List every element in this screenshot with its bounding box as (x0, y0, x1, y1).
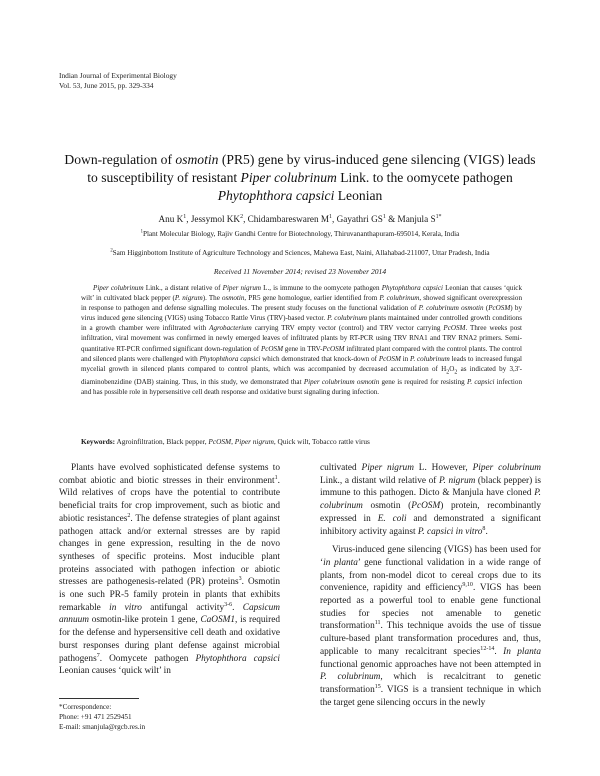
received-dates: Received 11 November 2014; revised 23 November 2014 (213, 267, 387, 276)
abstract-italic: osmotin (221, 294, 245, 303)
abstract-italic: PcOSM (322, 344, 345, 353)
body-text: . Wild relatives of crops have the potential to contribute beneficial traits for crop improvement, such as biotic and abiotic resistances (59, 475, 280, 524)
abstract-text: Leonian that causes ‘quick wilt’ in cultivated black pepper ( (81, 284, 523, 303)
keywords-italic: Piper nigrum (234, 437, 274, 446)
abstract-text: infection and has possible role in hypersensitive cell death response and oxidative burst signaling during infection. (81, 378, 522, 397)
citation-ref: 15 (374, 683, 381, 690)
intro-paragraph-1-continued (320, 462, 541, 538)
citation-ref: 3-6 (224, 601, 233, 608)
body-italic: Piper colubrinum (472, 463, 541, 473)
body-text: . VIGS is a transient technique in which the target gene silencing occurs in the newly (320, 684, 541, 708)
correspondence-footnote (59, 702, 279, 732)
abstract-italic: Piper colubrinum osmotin (303, 378, 380, 387)
body-text: Leonian causes ‘quick wilt’ in (59, 666, 171, 677)
footnote-divider (59, 698, 139, 699)
abstract-italic: Piper colubrinum (93, 284, 144, 292)
citation-ref: 11 (374, 620, 381, 627)
body-text: . Oomycete pathogen (99, 653, 196, 664)
abstract-text: carrying TRV empty vector (control) and TRV vector carrying (251, 324, 444, 333)
body-italic: P. colubrinum (320, 488, 541, 512)
abstract-text: plants maintained under controlled growth conditions in a growth chamber were infiltrated with (81, 314, 522, 333)
abstract-text: Link., a distant relative of (143, 284, 223, 292)
title-text: (PR5) gene by virus-induced gene silencing (VIGS) leads to susceptibility of resistant (87, 152, 536, 185)
abstract-text: infiltrated plant compared with the control plants. The control and silenced plants were challenged with (81, 344, 522, 363)
abstract-italic: Phytophthora capsici (199, 354, 261, 363)
keywords-text: , Quick wilt, Tobacco rattle virus (273, 437, 370, 446)
affil-mark: 1 (140, 229, 143, 235)
title-species: Piper colubrinum (240, 170, 337, 185)
intro-paragraph-2 (320, 544, 541, 709)
keywords-label: Keywords: (81, 437, 116, 446)
body-italic: In planta (503, 646, 541, 657)
body-text: ) protein, recombinantly expressed in (320, 501, 541, 524)
author-name: Anu K (158, 214, 184, 224)
body-text: osmotin-like protein 1 gene, (88, 615, 201, 626)
author-affil-mark: 1 (329, 213, 333, 220)
citation-ref: 9,10 (462, 582, 473, 589)
body-left-column (59, 462, 280, 684)
body-text: . (232, 602, 243, 613)
citation-ref: 12-14 (480, 645, 495, 652)
body-text: ’ gene functional validation in a wide range of plants, from non-model dicot to cereal crops due to its convenience, rapidity and efficiency (320, 557, 541, 594)
keywords-text: , (231, 437, 235, 446)
abstract-italic: PcOSM (378, 354, 401, 363)
citation-ref: 1 (274, 474, 278, 481)
abstract-text: which demonstrated that knock-down of (260, 354, 379, 363)
body-italic: P. nigrum (439, 475, 476, 486)
keywords (81, 437, 522, 447)
abstract-italic: P. nigrum (174, 294, 203, 303)
author-list (60, 213, 540, 225)
correspondence-email[interactable]: E-mail: smanjula@rgcb.res.in (59, 723, 146, 731)
abstract-text: gene in TRV- (283, 344, 323, 353)
abstract-text: O (449, 364, 455, 373)
body-italic: Capsicum annuum (59, 602, 280, 626)
author-name: & Manjula S (385, 214, 436, 224)
body-text: cultivated (320, 463, 362, 473)
body-text: Virus-induced gene silencing (VIGS) has been used for ‘ (320, 545, 541, 568)
title-gene: osmotin (175, 152, 219, 167)
body-text: Link., a distant wild relative of (320, 475, 440, 486)
author-name: , Chidambareswaren M (243, 214, 330, 224)
title-pathogen: Phytophthora capsici (217, 188, 335, 203)
abstract-text: ( (483, 304, 489, 313)
abstract-italic: P. colubrinum osmotin (418, 304, 484, 313)
intro-paragraph-1 (59, 462, 280, 678)
correspondence-label: *Correspondence: (59, 703, 112, 711)
body-text: . This technique avoids the use of tissue culture-based plant transformation procedures and, thus, applicable to many recalcitrant species (320, 621, 541, 657)
body-text: . (485, 526, 488, 537)
author-name: , Jessymol KK (186, 214, 241, 224)
body-right-column (320, 462, 541, 715)
title-text: Link. to the oomycete pathogen (336, 170, 513, 185)
corresponding-star: * (438, 213, 442, 220)
abstract-italic: PcOSM (443, 324, 466, 333)
journal-volume: Vol. 53, June 2015, pp. 329-334 (59, 81, 154, 90)
body-italic: E. coli (377, 513, 407, 524)
body-italic: PcOSM (411, 501, 441, 512)
abstract-italic: PcOSM (488, 304, 511, 313)
body-italic: in vitro (109, 602, 142, 613)
correspondence-phone: Phone: +91 471 2529451 (59, 713, 132, 721)
title-text: Leonian (334, 188, 383, 203)
journal-header (59, 71, 177, 91)
body-text: . (494, 646, 504, 657)
body-text: , which is recalcitrant to genetic transformation (320, 672, 541, 695)
body-italic: P. capsici in vitro (417, 526, 483, 537)
abstract (81, 283, 522, 397)
body-text: . VIGS has been reported as a powerful tool to enable gene functional studies for species not amenable to genetic transformation (320, 583, 542, 632)
abstract-subscript: 2 (454, 369, 458, 376)
abstract-italic: Phytophthora capsici (381, 284, 443, 292)
abstract-text: L., is immune to the oomycete pathogen (261, 284, 382, 292)
body-italic: in planta (323, 557, 358, 568)
title-text: Down-regulation of (64, 152, 176, 167)
body-text: functional genomic approaches have not been attempted in (320, 659, 541, 670)
abstract-text: , PR5 gene homologue, earlier identified from (244, 294, 380, 303)
keywords-italic: PcOSM (208, 437, 232, 446)
body-text: , is required for the defense and hypersensitive cell death and oxidative burst responses during plant defense against microbial pathogens (59, 615, 280, 664)
affiliation-1 (60, 229, 540, 239)
body-text: osmotin ( (362, 501, 412, 512)
affil-text: Plant Molecular Biology, Rajiv Gandhi Centre for Biotechnology, Thiruvananthapuram-695014, Kerala, India (143, 230, 460, 238)
abstract-italic: P. colubrinum (379, 294, 420, 303)
affiliation-2 (40, 248, 560, 258)
body-text: Plants have evolved sophisticated defense systems to combat abiotic and biotic stresses in their environment (59, 463, 280, 486)
author-name: , Gayathri GS (332, 214, 383, 224)
article-title (60, 151, 540, 205)
body-text: and demonstrated a significant inhibitory activity against (320, 513, 541, 537)
abstract-italic: P. colubrinum (410, 354, 450, 363)
affil-text: Sam Higginbottom Institute of Agriculture Technology and Sciences, Mahewa East, Naini, Allahabad-211007, Uttar Pradesh, India (112, 249, 490, 257)
author-affil-mark: 1 (183, 213, 187, 220)
abstract-text: . Three weeks post infiltration, viral movement was confirmed in newly emerged leaves of infiltrated plants by RT-PCR using TRV RNA1 and TRV RNA2 primers. Semi-quantitative RT-PCR confirmed significant down-regulation of (81, 324, 522, 353)
body-text: antifungal activity (141, 602, 225, 613)
affil-mark: 2 (110, 248, 113, 254)
abstract-text: , showed significant overexpression in response to pathogen and defense signalling molecules. The present study focuses on the functional validation of (81, 294, 522, 313)
affil-number: 1 (435, 213, 439, 220)
body-text: L. However, (413, 463, 473, 473)
abstract-text: ) by virus induced gene silencing (VIGS) using Tobacco Rattle Virus (TRV)-based vector. (81, 304, 522, 323)
abstract-text: ). The (202, 294, 222, 303)
abstract-text: as indicated by 3,3'-diaminobenzidine (DAB) staining. Thus, in this study, we demonstrated that (81, 364, 522, 387)
abstract-subscript: 2 (446, 369, 450, 376)
body-text: . Osmotin is one such PR-5 family protein in plants that exhibits remarkable (59, 577, 280, 613)
body-text: (black pepper) is immune to this pathogen. Dicto & Manjula have cloned (320, 475, 542, 499)
abstract-italic: PcOSM (260, 344, 283, 353)
author-affil-mark: 2 (240, 213, 244, 220)
body-italic: Piper nigrum (361, 463, 414, 473)
abstract-italic: P. colubrinum (327, 314, 368, 323)
author-affil-mark: 1 (382, 213, 386, 220)
body-italic: P. colubrinum (320, 672, 381, 683)
citation-ref: 3 (238, 576, 242, 583)
abstract-italic: P. capsici (466, 378, 495, 387)
body-italic: Phytophthora capsici (195, 653, 280, 664)
abstract-text: leads to increased fungal mycelial growth in silenced plants compared to control plants, which was accompanied by decreased accumulation of H (81, 354, 523, 373)
abstract-italic: Agrobacterium (209, 324, 252, 333)
abstract-text: in (400, 354, 411, 363)
author-affil-mark (436, 214, 442, 220)
keywords-text: Agroinfiltration, Black pepper, (115, 437, 209, 446)
citation-ref: 7 (96, 652, 100, 659)
body-text: . The defense strategies of plant against pathogen attack and/or external stresses are by rapid changes in gene expression, resulting in the de novo syntheses of specific proteins. Most inducible plant proteins associated with pathogen infection or abiotic stresses are pathogenesis-related (PR) proteins (59, 513, 280, 588)
citation-ref: 8 (482, 525, 486, 532)
abstract-text: gene is required for resisting (379, 378, 467, 387)
citation-ref: 2 (127, 512, 131, 519)
journal-name: Indian Journal of Experimental Biology (59, 71, 177, 80)
abstract-italic: Piper nigrum (222, 284, 261, 292)
body-italic: CaOSM1 (200, 615, 236, 626)
